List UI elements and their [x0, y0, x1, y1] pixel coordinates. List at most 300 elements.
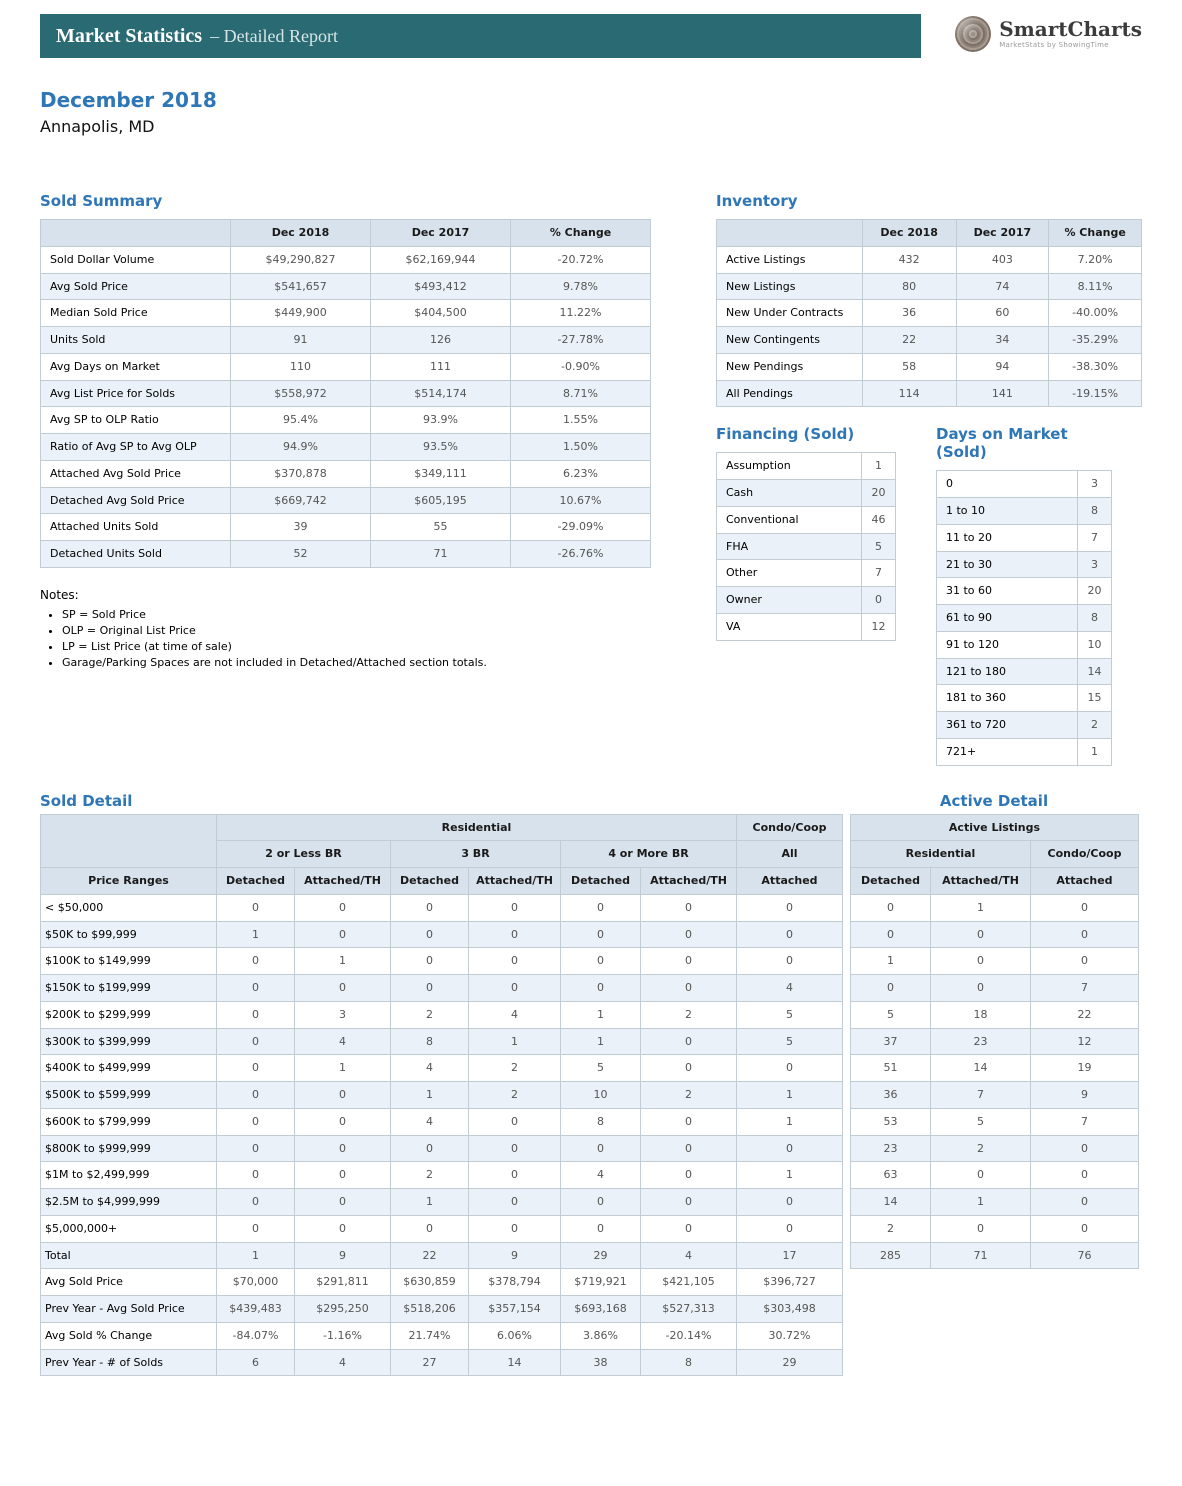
table-gap — [843, 1242, 851, 1269]
sold-value-cell: 8 — [561, 1108, 641, 1135]
sold-value-cell: $357,154 — [469, 1296, 561, 1323]
sold-value-cell: 0 — [295, 894, 391, 921]
sold-value-cell: 0 — [561, 1215, 641, 1242]
table-row — [41, 1055, 1139, 1082]
group-header: 3 BR — [391, 841, 561, 868]
note-item: • Garage/Parking Spaces are not included in Detached/Attached section totals. — [62, 656, 652, 669]
days-on-market-table — [936, 470, 1112, 765]
table-row — [41, 514, 651, 541]
row-label: $1M to $2,499,999 — [41, 1162, 217, 1189]
value-cell: -27.78% — [511, 327, 651, 354]
value-cell: 94.9% — [231, 434, 371, 461]
value-cell: 3 — [1078, 551, 1112, 578]
sold-value-cell: 27 — [391, 1349, 469, 1376]
column-header: Detached — [851, 868, 931, 895]
sold-value-cell: $527,313 — [641, 1296, 737, 1323]
sold-value-cell: $518,206 — [391, 1296, 469, 1323]
row-label: Attached Avg Sold Price — [41, 460, 231, 487]
row-label: Avg Sold % Change — [41, 1322, 217, 1349]
active-value-cell: 53 — [851, 1108, 931, 1135]
value-cell: 1 — [1078, 738, 1112, 765]
table-row — [41, 1108, 1139, 1135]
sold-value-cell: 4 — [391, 1108, 469, 1135]
active-value-cell: 19 — [1031, 1055, 1139, 1082]
sold-value-cell: 4 — [469, 1001, 561, 1028]
active-value-cell: 0 — [1031, 1135, 1139, 1162]
sold-value-cell: 2 — [469, 1082, 561, 1109]
value-cell: $370,878 — [231, 460, 371, 487]
group-header: Condo/Coop — [1031, 841, 1139, 868]
table-row — [41, 921, 1139, 948]
price-ranges-header: Price Ranges — [41, 868, 217, 895]
table-row — [41, 894, 1139, 921]
table-row — [41, 246, 651, 273]
smartcharts-globe-icon — [955, 16, 991, 52]
value-cell: $404,500 — [371, 300, 511, 327]
sold-value-cell: 3 — [295, 1001, 391, 1028]
row-label: Units Sold — [41, 327, 231, 354]
value-cell: 94 — [956, 353, 1049, 380]
value-cell: 141 — [956, 380, 1049, 407]
active-value-cell: 14 — [931, 1055, 1031, 1082]
value-cell: -35.29% — [1049, 327, 1142, 354]
value-cell: 11.22% — [511, 300, 651, 327]
banner-title: Market Statistics — [56, 24, 203, 47]
sold-value-cell: 0 — [737, 921, 843, 948]
column-header: Attached/TH — [931, 868, 1031, 895]
table-gap — [843, 921, 851, 948]
active-value-cell: 23 — [931, 1028, 1031, 1055]
sold-value-cell: 4 — [561, 1162, 641, 1189]
table-row — [717, 380, 1142, 407]
row-label: 721+ — [937, 738, 1078, 765]
column-header: Attached/TH — [469, 868, 561, 895]
row-label: Detached Avg Sold Price — [41, 487, 231, 514]
table-row — [41, 1322, 1139, 1349]
column-header: Detached — [217, 868, 295, 895]
sold-value-cell: 0 — [641, 1189, 737, 1216]
sold-value-cell: $421,105 — [641, 1269, 737, 1296]
sold-value-cell: 0 — [469, 921, 561, 948]
sold-value-cell: 0 — [561, 975, 641, 1002]
sold-value-cell: 1 — [561, 1001, 641, 1028]
table-gap — [843, 894, 851, 921]
sold-value-cell: 2 — [391, 1001, 469, 1028]
table-row — [41, 1162, 1139, 1189]
value-cell: 95.4% — [231, 407, 371, 434]
active-value-cell: 0 — [1031, 1215, 1139, 1242]
row-label: 0 — [937, 471, 1078, 498]
value-cell: 71 — [371, 541, 511, 568]
value-cell: -19.15% — [1049, 380, 1142, 407]
active-value-cell: 7 — [931, 1082, 1031, 1109]
sold-value-cell: 0 — [469, 948, 561, 975]
value-cell: 8 — [1078, 605, 1112, 632]
column-header: Dec 2018 — [862, 220, 956, 247]
sold-value-cell: -1.16% — [295, 1322, 391, 1349]
value-cell: 91 — [231, 327, 371, 354]
table-row — [41, 1349, 1139, 1376]
value-cell: 20 — [862, 480, 896, 507]
report-month: December 2018 — [40, 88, 217, 112]
row-label: Avg Sold Price — [41, 273, 231, 300]
active-value-cell: 76 — [1031, 1242, 1139, 1269]
table-gap — [843, 1215, 851, 1242]
sold-value-cell: 29 — [737, 1349, 843, 1376]
table-row — [937, 685, 1112, 712]
table-gap — [843, 1082, 851, 1109]
row-label: < $50,000 — [41, 894, 217, 921]
value-cell: 46 — [862, 506, 896, 533]
sold-value-cell: 0 — [295, 975, 391, 1002]
active-value-cell: 2 — [931, 1135, 1031, 1162]
value-cell: 9.78% — [511, 273, 651, 300]
column-header: Dec 2017 — [371, 220, 511, 247]
sold-value-cell: 1 — [217, 1242, 295, 1269]
value-cell: 1 — [862, 453, 896, 480]
row-label: 21 to 30 — [937, 551, 1078, 578]
sold-summary-title: Sold Summary — [40, 192, 163, 210]
value-cell: $514,174 — [371, 380, 511, 407]
sold-value-cell: 0 — [217, 1055, 295, 1082]
active-value-cell: 7 — [1031, 975, 1139, 1002]
value-cell: $669,742 — [231, 487, 371, 514]
sold-value-cell: 5 — [737, 1028, 843, 1055]
row-label: VA — [717, 613, 862, 640]
row-label: $400K to $499,999 — [41, 1055, 217, 1082]
table-row — [41, 1028, 1139, 1055]
table-gap — [843, 1108, 851, 1135]
table-row — [41, 1135, 1139, 1162]
value-cell: 7.20% — [1049, 246, 1142, 273]
sold-value-cell: 0 — [641, 1135, 737, 1162]
sold-value-cell: 0 — [217, 1001, 295, 1028]
table-row — [41, 948, 1139, 975]
financing-section — [716, 425, 896, 765]
table-row — [937, 551, 1112, 578]
value-cell: 10.67% — [511, 487, 651, 514]
sold-value-cell: 1 — [561, 1028, 641, 1055]
table-row — [717, 300, 1142, 327]
table-row — [41, 541, 651, 568]
column-header: Dec 2017 — [956, 220, 1049, 247]
value-cell: 22 — [862, 327, 956, 354]
active-value-cell: 1 — [931, 1189, 1031, 1216]
sold-value-cell: 0 — [561, 948, 641, 975]
value-cell: 39 — [231, 514, 371, 541]
sold-value-cell: 0 — [391, 921, 469, 948]
sold-value-cell: 0 — [217, 1189, 295, 1216]
table-gap — [843, 1028, 851, 1055]
active-value-cell: 1 — [851, 948, 931, 975]
active-value-cell: 2 — [851, 1215, 931, 1242]
inventory-section — [716, 192, 1142, 766]
sold-value-cell: 2 — [641, 1082, 737, 1109]
sold-value-cell: 0 — [391, 975, 469, 1002]
active-value-cell: 12 — [1031, 1028, 1139, 1055]
group-header-row — [41, 814, 1139, 841]
value-cell: 126 — [371, 327, 511, 354]
value-cell: 20 — [1078, 578, 1112, 605]
sold-value-cell: 2 — [641, 1001, 737, 1028]
sold-value-cell: 14 — [469, 1349, 561, 1376]
sold-value-cell: 0 — [391, 1135, 469, 1162]
sold-value-cell: 38 — [561, 1349, 641, 1376]
table-row — [41, 407, 651, 434]
table-row — [717, 506, 896, 533]
active-value-cell: 63 — [851, 1162, 931, 1189]
table-row — [41, 1215, 1139, 1242]
note-item: • OLP = Original List Price — [62, 624, 652, 637]
sold-value-cell: 22 — [391, 1242, 469, 1269]
group-header: Condo/Coop — [737, 814, 843, 841]
sold-value-cell: 8 — [641, 1349, 737, 1376]
table-gap — [843, 1001, 851, 1028]
value-cell: 6.23% — [511, 460, 651, 487]
sold-value-cell: 1 — [295, 948, 391, 975]
sold-value-cell: 0 — [737, 1055, 843, 1082]
group-header: Residential — [851, 841, 1031, 868]
active-detail-title: Active Detail — [939, 791, 1049, 810]
sold-value-cell: 0 — [295, 1189, 391, 1216]
value-cell: 7 — [1078, 524, 1112, 551]
table-row — [717, 353, 1142, 380]
report-banner — [40, 14, 921, 58]
table-gap — [843, 1269, 1139, 1296]
value-cell: 15 — [1078, 685, 1112, 712]
group-header: 4 or More BR — [561, 841, 737, 868]
row-label: New Under Contracts — [717, 300, 863, 327]
value-cell: 1.55% — [511, 407, 651, 434]
note-item: • SP = Sold Price — [62, 608, 652, 621]
sold-value-cell: 0 — [217, 894, 295, 921]
row-label: 91 to 120 — [937, 631, 1078, 658]
group-header: Active Listings — [851, 814, 1139, 841]
sold-value-cell: 0 — [469, 1135, 561, 1162]
sold-value-cell: 0 — [217, 1082, 295, 1109]
active-value-cell: 285 — [851, 1242, 931, 1269]
active-value-cell: 0 — [1031, 921, 1139, 948]
row-label: 181 to 360 — [937, 685, 1078, 712]
column-header: Detached — [391, 868, 469, 895]
table-row — [41, 300, 651, 327]
sold-value-cell: 10 — [561, 1082, 641, 1109]
table-row — [41, 460, 651, 487]
value-cell: 36 — [862, 300, 956, 327]
sold-value-cell: 0 — [217, 1108, 295, 1135]
table-row — [717, 613, 896, 640]
sold-value-cell: 0 — [641, 921, 737, 948]
sold-value-cell: 0 — [391, 948, 469, 975]
sold-value-cell: 0 — [641, 1108, 737, 1135]
value-cell: 8.71% — [511, 380, 651, 407]
sold-value-cell: 0 — [295, 1215, 391, 1242]
row-label: $150K to $199,999 — [41, 975, 217, 1002]
table-row — [41, 487, 651, 514]
sold-value-cell: 21.74% — [391, 1322, 469, 1349]
active-value-cell: 51 — [851, 1055, 931, 1082]
active-value-cell: 0 — [931, 948, 1031, 975]
value-cell: $49,290,827 — [231, 246, 371, 273]
row-label: $500K to $599,999 — [41, 1082, 217, 1109]
value-cell: 7 — [862, 560, 896, 587]
table-row — [717, 246, 1142, 273]
inventory-title: Inventory — [716, 192, 798, 210]
value-cell: 55 — [371, 514, 511, 541]
sold-value-cell: 0 — [295, 1135, 391, 1162]
row-label: 121 to 180 — [937, 658, 1078, 685]
active-value-cell: 14 — [851, 1189, 931, 1216]
table-gap — [843, 1162, 851, 1189]
row-label: $100K to $149,999 — [41, 948, 217, 975]
value-cell: 80 — [862, 273, 956, 300]
row-label: All Pendings — [717, 380, 863, 407]
sold-value-cell: 30.72% — [737, 1322, 843, 1349]
row-label: Prev Year - Avg Sold Price — [41, 1296, 217, 1323]
row-label: $300K to $399,999 — [41, 1028, 217, 1055]
brand-text — [999, 16, 1142, 49]
sold-value-cell: 1 — [737, 1162, 843, 1189]
financing-title: Financing (Sold) — [716, 425, 855, 444]
active-value-cell: 0 — [1031, 1189, 1139, 1216]
row-label: New Contingents — [717, 327, 863, 354]
value-cell: $605,195 — [371, 487, 511, 514]
table-row — [717, 587, 896, 614]
sold-value-cell: 0 — [217, 975, 295, 1002]
value-cell: 111 — [371, 353, 511, 380]
value-cell: -20.72% — [511, 246, 651, 273]
row-label: FHA — [717, 533, 862, 560]
row-label: $50K to $99,999 — [41, 921, 217, 948]
sold-value-cell: 4 — [391, 1055, 469, 1082]
value-cell: $349,111 — [371, 460, 511, 487]
active-value-cell: 0 — [931, 975, 1031, 1002]
active-value-cell: 5 — [851, 1001, 931, 1028]
sold-value-cell: 4 — [737, 975, 843, 1002]
sold-value-cell: 6.06% — [469, 1322, 561, 1349]
value-cell: 52 — [231, 541, 371, 568]
page-header — [40, 14, 1142, 58]
blank-header-cell — [41, 814, 217, 868]
sold-value-cell: 0 — [737, 1215, 843, 1242]
active-value-cell: 0 — [1031, 948, 1139, 975]
value-cell: -0.90% — [511, 353, 651, 380]
sold-value-cell: 4 — [641, 1242, 737, 1269]
sold-value-cell: $378,794 — [469, 1269, 561, 1296]
table-gap — [843, 868, 851, 895]
sold-value-cell: 2 — [391, 1162, 469, 1189]
sold-value-cell: 1 — [737, 1108, 843, 1135]
sold-value-cell: 0 — [217, 1135, 295, 1162]
column-header: Attached — [737, 868, 843, 895]
row-label: Attached Units Sold — [41, 514, 231, 541]
table-row — [937, 524, 1112, 551]
table-row — [937, 578, 1112, 605]
blank-header-cell — [717, 220, 863, 247]
table-row — [937, 631, 1112, 658]
value-cell: 2 — [1078, 712, 1112, 739]
active-value-cell: 36 — [851, 1082, 931, 1109]
value-cell: $449,900 — [231, 300, 371, 327]
table-row — [717, 273, 1142, 300]
sold-value-cell: 8 — [391, 1028, 469, 1055]
value-cell: 403 — [956, 246, 1049, 273]
inventory-table — [716, 219, 1142, 407]
table-row — [41, 380, 651, 407]
sold-value-cell: $439,483 — [217, 1296, 295, 1323]
sold-value-cell: $295,250 — [295, 1296, 391, 1323]
sold-value-cell: 0 — [217, 1162, 295, 1189]
sold-detail-title: Sold Detail — [40, 791, 133, 810]
row-label: Prev Year - # of Solds — [41, 1349, 217, 1376]
report-title-block — [40, 88, 1142, 136]
sold-value-cell: 17 — [737, 1242, 843, 1269]
table-header-row — [41, 220, 651, 247]
value-cell: 60 — [956, 300, 1049, 327]
row-label: Avg List Price for Solds — [41, 380, 231, 407]
table-gap — [843, 1055, 851, 1082]
row-label: Total — [41, 1242, 217, 1269]
value-cell: 10 — [1078, 631, 1112, 658]
value-cell: 34 — [956, 327, 1049, 354]
table-row — [41, 327, 651, 354]
value-cell: 58 — [862, 353, 956, 380]
row-label: 61 to 90 — [937, 605, 1078, 632]
table-row — [937, 471, 1112, 498]
table-row — [41, 1242, 1139, 1269]
group-header: All — [737, 841, 843, 868]
row-label: 31 to 60 — [937, 578, 1078, 605]
sold-value-cell: 1 — [391, 1189, 469, 1216]
table-row — [937, 605, 1112, 632]
row-label: $800K to $999,999 — [41, 1135, 217, 1162]
row-label: $600K to $799,999 — [41, 1108, 217, 1135]
table-gap — [843, 948, 851, 975]
table-gap — [843, 1189, 851, 1216]
sold-value-cell: 0 — [641, 1028, 737, 1055]
sold-value-cell: 0 — [737, 948, 843, 975]
table-gap — [843, 1135, 851, 1162]
row-label: Cash — [717, 480, 862, 507]
sold-summary-table — [40, 219, 651, 568]
value-cell: 3 — [1078, 471, 1112, 498]
table-row — [717, 327, 1142, 354]
sold-value-cell: 0 — [469, 975, 561, 1002]
active-value-cell: 23 — [851, 1135, 931, 1162]
value-cell: 5 — [862, 533, 896, 560]
summary-row — [40, 192, 1142, 766]
value-cell: 114 — [862, 380, 956, 407]
table-row — [41, 1082, 1139, 1109]
sold-value-cell: 0 — [295, 1162, 391, 1189]
table-row — [41, 975, 1139, 1002]
value-cell: 93.5% — [371, 434, 511, 461]
sold-value-cell: 1 — [391, 1082, 469, 1109]
row-label: Owner — [717, 587, 862, 614]
value-cell: -29.09% — [511, 514, 651, 541]
table-header-row — [717, 220, 1142, 247]
active-value-cell: 5 — [931, 1108, 1031, 1135]
note-item: • LP = List Price (at time of sale) — [62, 640, 652, 653]
row-label: $5,000,000+ — [41, 1215, 217, 1242]
active-value-cell: 0 — [931, 1215, 1031, 1242]
sold-value-cell: 0 — [217, 1215, 295, 1242]
sold-value-cell: 1 — [217, 921, 295, 948]
value-cell: 12 — [862, 613, 896, 640]
detail-titles — [40, 792, 1142, 814]
days-on-market-title: Days on Market (Sold) — [936, 425, 1068, 462]
table-row — [41, 1189, 1139, 1216]
